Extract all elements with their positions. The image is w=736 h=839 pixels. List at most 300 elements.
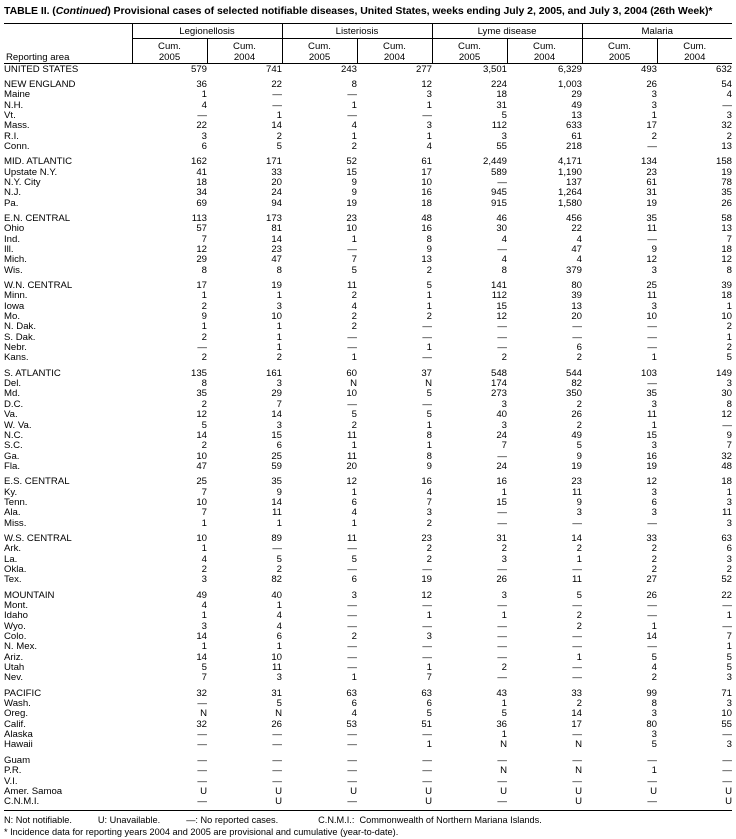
row-value-cell: 51	[421, 718, 432, 730]
row-value-cell: —	[347, 398, 357, 410]
row-value-cell: 12	[421, 78, 432, 90]
row-value-cell: 20	[346, 460, 357, 472]
row-value-cell: 80	[571, 280, 582, 292]
row-value-cell: 2	[726, 321, 732, 333]
table-row	[4, 663, 732, 673]
row-value-cell: 2	[501, 543, 507, 555]
title-suffix: ) Provisional cases of selected notifiable diseases, United States, weeks ending July 2, 2005, and July 3, 2004 (26th Week)*	[107, 5, 713, 17]
row-value-cell: 5	[276, 140, 282, 152]
row-value-cell: 20	[271, 176, 282, 188]
row-value-cell: 11	[572, 486, 582, 498]
table-row	[4, 720, 732, 730]
row-value-cell: —	[347, 729, 357, 741]
row-area-label: N.Y. City	[4, 176, 41, 188]
row-value-cell: 3	[651, 486, 657, 498]
row-value-cell: 741	[265, 63, 282, 75]
row-value-cell: 22	[721, 589, 732, 601]
row-value-cell: —	[422, 352, 432, 364]
row-value-cell: 1	[501, 610, 507, 622]
row-value-cell: 3	[651, 507, 657, 519]
row-value-cell: 2	[726, 563, 732, 575]
row-value-cell: 12	[646, 476, 657, 488]
row-value-cell: 23	[421, 532, 432, 544]
row-value-cell: 7	[501, 440, 507, 452]
row-value-cell: —	[497, 775, 507, 787]
row-area-label: Conn.	[4, 140, 30, 152]
row-area-label: E.N. CENTRAL	[4, 212, 71, 224]
header-group-legionellosis: Legionellosis	[132, 23, 282, 38]
row-value-cell: 1	[276, 321, 282, 333]
table-row	[4, 322, 732, 332]
header-col-malaria-2005	[582, 38, 657, 63]
row-value-cell: 7	[201, 486, 207, 498]
row-value-cell: 82	[271, 574, 282, 586]
row-area-label: Nebr.	[4, 342, 27, 354]
row-value-cell: 2	[276, 352, 282, 364]
row-value-cell: 19	[646, 197, 657, 209]
row-area-label: Miss.	[4, 517, 27, 529]
row-value-cell: —	[572, 631, 582, 643]
table-row	[4, 642, 732, 652]
row-value-cell: 89	[271, 532, 282, 544]
row-area-label: Wash.	[4, 698, 31, 710]
table-row	[4, 544, 732, 554]
row-value-cell: 22	[571, 223, 582, 235]
row-area-label: Fla.	[4, 460, 20, 472]
table-row	[4, 312, 732, 322]
table-row	[4, 343, 732, 353]
row-value-cell: 915	[490, 197, 507, 209]
row-area-label: Nev.	[4, 672, 24, 684]
table-row	[4, 199, 732, 209]
row-value-cell: 19	[346, 197, 357, 209]
header-col-lyme-2005	[432, 38, 507, 63]
row-value-cell: —	[722, 620, 732, 632]
table-row	[4, 787, 732, 797]
row-value-cell: —	[272, 99, 282, 111]
row-value-cell: 1	[726, 331, 732, 343]
header-year: 2005	[308, 51, 331, 63]
row-value-cell: —	[347, 796, 357, 808]
row-value-cell: 7	[201, 507, 207, 519]
row-value-cell: 3	[201, 130, 207, 142]
row-value-cell: 14	[571, 708, 582, 720]
row-value-cell: 2	[201, 331, 207, 343]
row-value-cell: 3	[426, 89, 432, 101]
row-value-cell: 1	[726, 300, 732, 312]
row-value-cell: 17	[196, 280, 207, 292]
row-value-cell: 5	[351, 553, 357, 565]
table-row	[4, 111, 732, 121]
header-corner-blank	[4, 23, 132, 38]
row-value-cell: 2	[576, 698, 582, 710]
header-cum-label: Cum.	[158, 40, 181, 52]
row-value-cell: 80	[646, 718, 657, 730]
row-value-cell: 60	[346, 367, 357, 379]
row-value-cell: 14	[646, 631, 657, 643]
row-value-cell: 1	[351, 672, 357, 684]
table-row	[4, 353, 732, 363]
row-value-cell: 2	[351, 419, 357, 431]
row-value-cell: 18	[721, 290, 732, 302]
row-value-cell: 2	[651, 130, 657, 142]
row-value-cell: 10	[421, 176, 432, 188]
table-row	[4, 400, 732, 410]
row-value-cell: 5	[726, 651, 732, 663]
row-value-cell: 5	[651, 739, 657, 751]
row-value-cell: 1	[351, 99, 357, 111]
header-year: 2004	[684, 51, 706, 63]
row-area-label: N.H.	[4, 99, 24, 111]
row-value-cell: 3	[651, 440, 657, 452]
row-value-cell: 37	[421, 367, 432, 379]
row-value-cell: 1	[276, 600, 282, 611]
row-value-cell: 33	[271, 166, 282, 178]
row-value-cell: 55	[721, 718, 732, 730]
row-value-cell: 2	[726, 130, 732, 142]
row-area-label: E.S. CENTRAL	[4, 476, 70, 488]
row-value-cell: —	[347, 620, 357, 632]
row-value-cell: 9	[276, 486, 282, 498]
row-value-cell: 10	[721, 311, 732, 323]
row-value-cell: 1	[501, 698, 507, 710]
row-value-cell: 113	[191, 212, 207, 224]
row-value-cell: —	[647, 378, 657, 390]
row-value-cell: 13	[571, 109, 582, 121]
row-value-cell: 456	[565, 212, 582, 224]
row-value-cell: 1	[501, 486, 507, 498]
table-row	[4, 291, 732, 301]
row-value-cell: 61	[571, 130, 582, 142]
row-value-cell: 1	[276, 517, 282, 529]
row-area-label: Tex.	[4, 574, 22, 586]
row-value-cell: 3	[651, 708, 657, 720]
row-value-cell: N	[575, 739, 582, 751]
row-value-cell: 33	[571, 687, 582, 699]
row-area-label: UNITED STATES	[4, 63, 79, 75]
row-value-cell: 174	[490, 378, 507, 390]
row-area-label: Kans.	[4, 352, 29, 364]
row-value-cell: 5	[201, 662, 207, 674]
row-value-cell: N	[500, 739, 507, 751]
table-row	[4, 699, 732, 709]
row-value-cell: 3	[276, 672, 282, 684]
table-row	[4, 255, 732, 265]
row-value-cell: 3	[201, 620, 207, 632]
row-value-cell: 1	[426, 739, 432, 751]
row-area-label: Ohio	[4, 223, 25, 235]
row-value-cell: —	[197, 109, 207, 121]
row-value-cell: 31	[496, 99, 507, 111]
row-value-cell: 149	[715, 367, 732, 379]
row-value-cell: 1	[426, 440, 432, 452]
row-value-cell: 32	[721, 120, 732, 132]
row-value-cell: 82	[571, 378, 582, 390]
row-value-cell: —	[647, 517, 657, 529]
row-value-cell: 2	[201, 300, 207, 312]
row-value-cell: 94	[271, 197, 282, 209]
row-value-cell: 173	[265, 212, 282, 224]
row-value-cell: —	[347, 775, 357, 787]
row-value-cell: 23	[646, 166, 657, 178]
row-value-cell: 25	[646, 280, 657, 292]
row-value-cell: N	[425, 378, 432, 390]
row-value-cell: U	[425, 796, 432, 808]
row-value-cell: —	[722, 775, 732, 787]
row-value-cell: —	[647, 754, 657, 766]
row-value-cell: 9	[201, 311, 207, 323]
table-row	[4, 766, 732, 776]
legend-no-reported-cases: —: No reported cases.	[186, 814, 279, 825]
row-value-cell: 3	[276, 419, 282, 431]
row-area-label: Minn.	[4, 290, 28, 302]
row-value-cell: 27	[646, 574, 657, 586]
row-value-cell: —	[347, 765, 357, 777]
row-value-cell: 40	[496, 409, 507, 421]
row-value-cell: —	[647, 331, 657, 343]
row-value-cell: 2	[351, 140, 357, 152]
row-value-cell: 8	[426, 429, 432, 441]
table-row	[4, 575, 732, 585]
row-value-cell: —	[197, 796, 207, 808]
row-value-cell: 6	[426, 698, 432, 710]
row-value-cell: 31	[271, 687, 282, 699]
row-value-cell: 1	[651, 419, 657, 431]
row-value-cell: 26	[721, 197, 732, 209]
row-value-cell: 57	[196, 223, 207, 235]
row-value-cell: 1	[426, 130, 432, 142]
row-value-cell: U	[500, 785, 507, 797]
row-value-cell: 2	[426, 543, 432, 555]
row-value-cell: 1,264	[557, 187, 582, 199]
row-value-cell: 46	[496, 212, 507, 224]
row-value-cell: 10	[346, 388, 357, 400]
row-value-cell: 3	[201, 574, 207, 586]
row-value-cell: 8	[276, 264, 282, 276]
row-value-cell: —	[647, 641, 657, 653]
row-area-label: Del.	[4, 378, 22, 390]
row-value-cell: 12	[196, 244, 207, 255]
row-value-cell: 137	[565, 176, 582, 188]
row-value-cell: —	[722, 729, 732, 741]
row-value-cell: —	[497, 651, 507, 663]
row-value-cell: 9	[351, 187, 357, 199]
row-value-cell: —	[272, 765, 282, 777]
row-value-cell: —	[722, 99, 732, 111]
table-row	[4, 168, 732, 178]
row-value-cell: 71	[721, 687, 732, 699]
row-value-cell: 2	[726, 342, 732, 354]
row-value-cell: 3	[501, 398, 507, 410]
row-value-cell: —	[647, 796, 657, 808]
row-value-cell: —	[272, 739, 282, 751]
row-value-cell: 63	[421, 687, 432, 699]
row-area-label: Ariz.	[4, 651, 24, 663]
row-value-cell: 43	[496, 687, 507, 699]
row-value-cell: —	[497, 450, 507, 462]
row-value-cell: 8	[651, 698, 657, 710]
row-value-cell: 1	[276, 290, 282, 302]
row-value-cell: —	[347, 739, 357, 751]
row-value-cell: 1	[201, 89, 207, 101]
row-value-cell: 4	[576, 254, 582, 266]
row-area-label: Calif.	[4, 718, 26, 730]
table-row	[4, 673, 732, 683]
header-group-malaria: Malaria	[582, 23, 732, 38]
row-value-cell: 22	[271, 78, 282, 90]
row-value-cell: 16	[646, 450, 657, 462]
row-value-cell: 1	[426, 300, 432, 312]
row-area-label: Wyo.	[4, 620, 26, 632]
row-value-cell: 1	[426, 99, 432, 111]
row-value-cell: 26	[571, 409, 582, 421]
row-value-cell: 2	[426, 264, 432, 276]
row-area-label: PACIFIC	[4, 687, 42, 699]
table-row	[4, 797, 732, 807]
row-value-cell: 141	[490, 280, 507, 292]
row-value-cell: 5	[276, 698, 282, 710]
row-area-label: Tenn.	[4, 496, 28, 508]
row-value-cell: —	[722, 765, 732, 777]
row-value-cell: —	[197, 739, 207, 751]
table-row	[4, 452, 732, 462]
row-value-cell: 47	[571, 244, 582, 255]
row-value-cell: 1	[726, 610, 732, 622]
row-value-cell: 63	[721, 532, 732, 544]
row-value-cell: 4	[351, 507, 357, 519]
table-row	[4, 488, 732, 498]
row-area-label: Wis.	[4, 264, 23, 276]
row-value-cell: 39	[571, 290, 582, 302]
row-value-cell: 58	[721, 212, 732, 224]
row-area-label: Mo.	[4, 311, 20, 323]
row-value-cell: 4	[426, 140, 432, 152]
row-value-cell: 1	[276, 342, 282, 354]
row-value-cell: 1	[201, 321, 207, 333]
header-cum-label: Cum.	[683, 40, 707, 52]
row-value-cell: 40	[271, 589, 282, 601]
row-value-cell: —	[197, 698, 207, 710]
row-value-cell: 29	[271, 388, 282, 400]
row-value-cell: 2	[576, 419, 582, 431]
row-value-cell: —	[347, 342, 357, 354]
row-value-cell: U	[200, 785, 207, 797]
row-area-label: Idaho	[4, 610, 29, 622]
row-value-cell: 8	[726, 398, 732, 410]
row-value-cell: 2	[576, 352, 582, 364]
row-value-cell: 99	[646, 687, 657, 699]
row-value-cell: 6	[276, 631, 282, 643]
table-row	[4, 740, 732, 750]
row-area-label: N. Dak.	[4, 321, 36, 333]
row-value-cell: —	[422, 765, 432, 777]
row-value-cell: 8	[426, 233, 432, 245]
row-value-cell: —	[497, 600, 507, 611]
table-row	[4, 622, 732, 632]
row-value-cell: 9	[651, 244, 657, 255]
row-value-cell: 8	[501, 264, 507, 276]
row-area-label: NEW ENGLAND	[4, 78, 76, 90]
header-col-listeriosis-2005	[282, 38, 357, 63]
row-value-cell: 4	[201, 553, 207, 565]
row-area-label: Colo.	[4, 631, 27, 643]
row-value-cell: 41	[196, 166, 207, 178]
row-value-cell: 5	[501, 109, 507, 121]
row-value-cell: 35	[646, 388, 657, 400]
footnotes	[0, 811, 736, 839]
row-value-cell: —	[497, 631, 507, 643]
table-row	[4, 555, 732, 565]
row-value-cell: 3	[576, 507, 582, 519]
row-value-cell: 14	[571, 532, 582, 544]
row-value-cell: 25	[271, 450, 282, 462]
row-value-cell: 3	[501, 419, 507, 431]
row-value-cell: 171	[265, 156, 282, 168]
row-value-cell: —	[497, 796, 507, 808]
row-value-cell: —	[497, 563, 507, 575]
row-value-cell: —	[347, 610, 357, 622]
row-value-cell: 4	[576, 233, 582, 245]
row-value-cell: 11	[647, 290, 657, 302]
row-value-cell: 5	[576, 589, 582, 601]
row-value-cell: 12	[421, 589, 432, 601]
row-value-cell: 3	[651, 99, 657, 111]
row-value-cell: N	[350, 378, 357, 390]
row-value-cell: 9	[576, 496, 582, 508]
table-row	[4, 142, 732, 152]
row-area-label: S.C.	[4, 440, 23, 452]
table-row	[4, 178, 732, 188]
table-row	[4, 121, 732, 131]
row-value-cell: 632	[715, 63, 732, 75]
row-value-cell: 9	[726, 429, 732, 441]
row-value-cell: 4	[501, 233, 507, 245]
row-value-cell: 1	[351, 517, 357, 529]
row-area-label: S. Dak.	[4, 331, 36, 343]
row-area-label: Upstate N.Y.	[4, 166, 58, 178]
row-value-cell: 61	[421, 156, 432, 168]
row-value-cell: 11	[647, 223, 657, 235]
row-value-cell: 3	[501, 553, 507, 565]
row-value-cell: 224	[490, 78, 507, 90]
row-value-cell: 35	[271, 476, 282, 488]
table-row	[4, 431, 732, 441]
row-value-cell: 2	[426, 311, 432, 323]
row-value-cell: 1	[726, 641, 732, 653]
row-value-cell: —	[572, 600, 582, 611]
row-value-cell: —	[422, 321, 432, 333]
row-area-label: N.J.	[4, 187, 22, 199]
row-value-cell: 10	[346, 223, 357, 235]
row-value-cell: —	[272, 543, 282, 555]
row-value-cell: 12	[496, 311, 507, 323]
row-value-cell: 29	[571, 89, 582, 101]
row-value-cell: 10	[196, 532, 207, 544]
row-value-cell: 54	[721, 78, 732, 90]
table-row	[4, 132, 732, 142]
row-value-cell: 1	[351, 130, 357, 142]
row-value-cell: —	[347, 754, 357, 766]
title-continued: Continued	[55, 5, 108, 17]
row-value-cell: 8	[426, 450, 432, 462]
row-value-cell: —	[422, 754, 432, 766]
row-value-cell: —	[647, 600, 657, 611]
row-value-cell: —	[647, 610, 657, 622]
table-row	[4, 756, 732, 766]
row-value-cell: —	[347, 600, 357, 611]
row-value-cell: 8	[351, 78, 357, 90]
row-value-cell: 277	[415, 63, 432, 75]
